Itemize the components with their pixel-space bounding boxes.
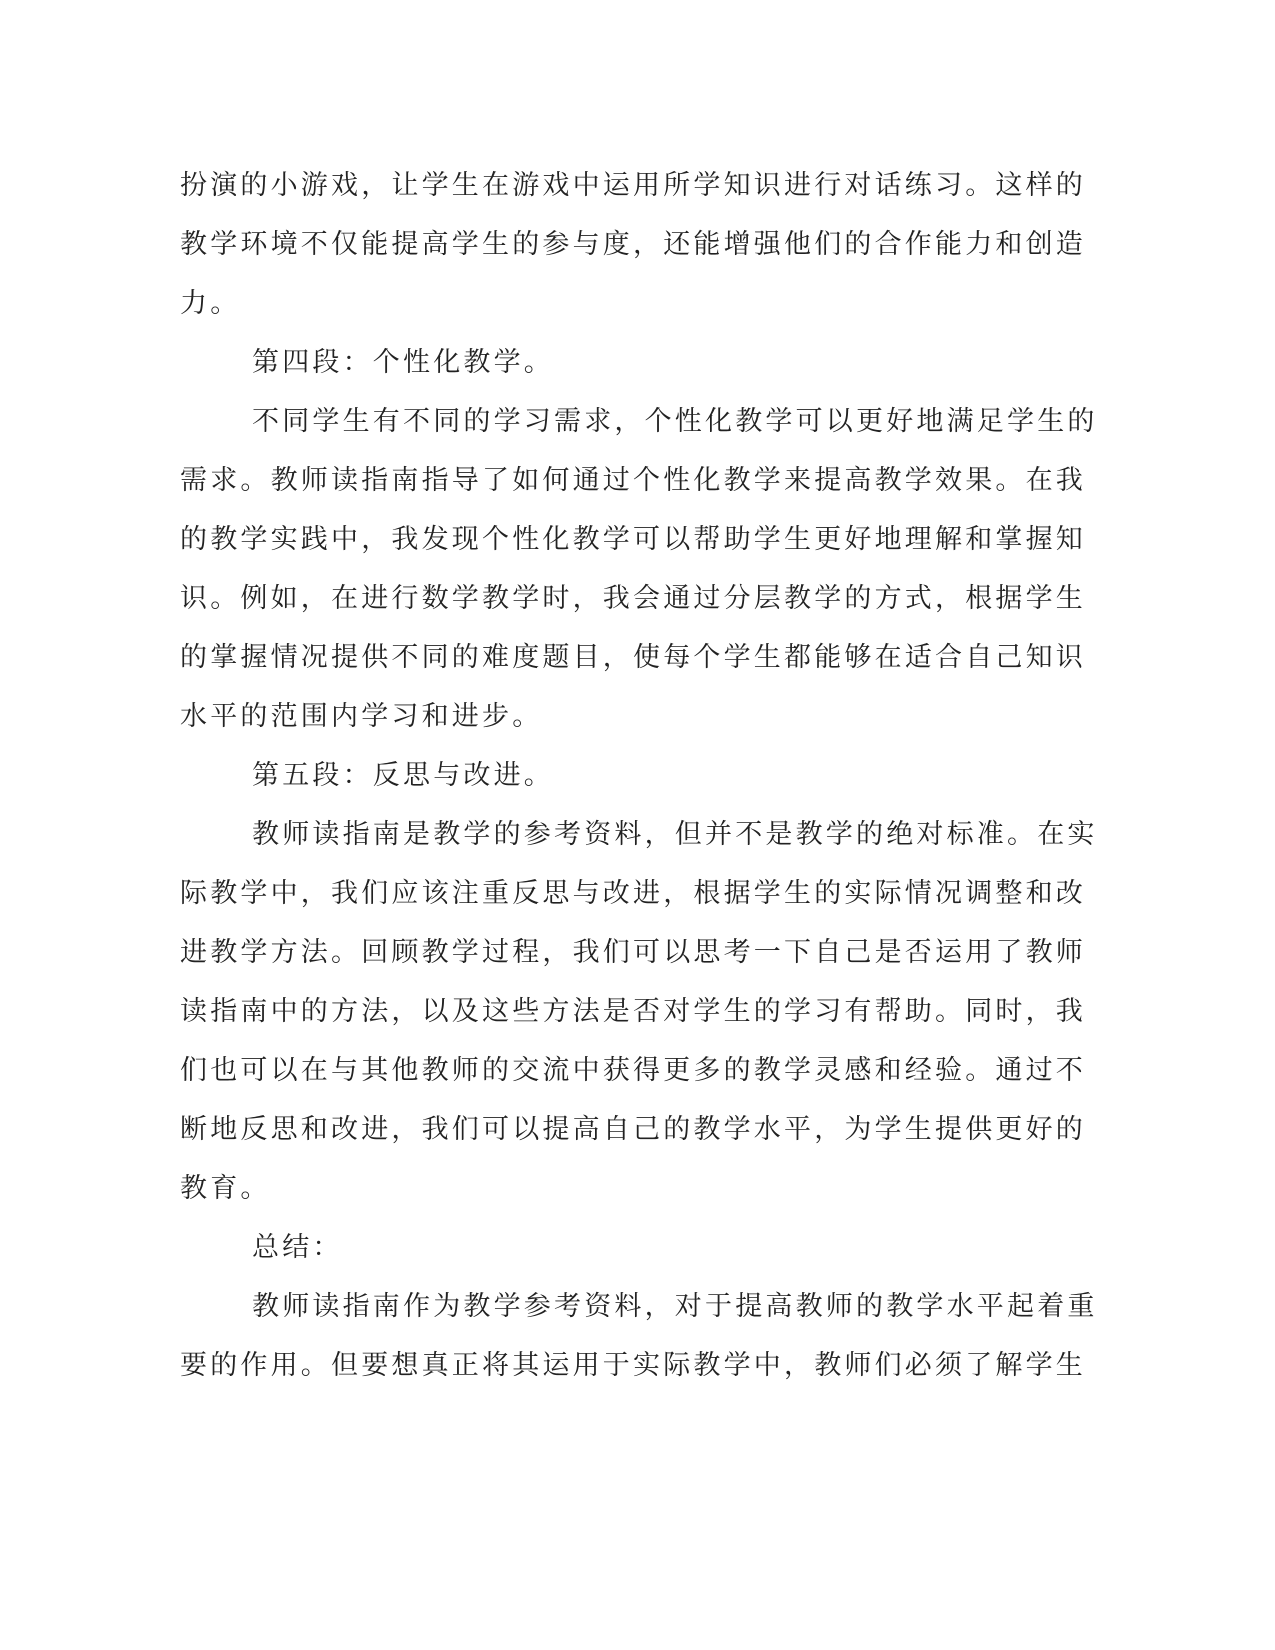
document-body [180, 156, 1098, 1395]
section-heading: 第五段：反思与改进。 [252, 760, 554, 791]
text-line: 需求。教师读指南指导了如何通过个性化教学来提高教学效果。在我 [180, 465, 1086, 496]
text-line: 断地反思和改进，我们可以提高自己的教学水平，为学生提供更好的 [180, 1114, 1086, 1145]
text-line: 水平的范围内学习和进步。 [180, 701, 543, 732]
text-line: 不同学生有不同的学习需求，个性化教学可以更好地满足学生的 [252, 406, 1098, 437]
text-line: 们也可以在与其他教师的交流中获得更多的教学灵感和经验。通过不 [180, 1055, 1086, 1086]
section-heading: 第四段：个性化教学。 [252, 347, 554, 378]
text-line: 力。 [180, 288, 241, 319]
text-line: 教学环境不仅能提高学生的参与度，还能增强他们的合作能力和创造 [180, 229, 1086, 260]
text-line: 进教学方法。回顾教学过程，我们可以思考一下自己是否运用了教师 [180, 937, 1086, 968]
text-line: 扮演的小游戏，让学生在游戏中运用所学知识进行对话练习。这样的 [180, 170, 1086, 201]
text-line: 识。例如，在进行数学教学时，我会通过分层教学的方式，根据学生 [180, 583, 1086, 614]
text-line: 际教学中，我们应该注重反思与改进，根据学生的实际情况调整和改 [180, 878, 1086, 909]
text-line: 教师读指南作为教学参考资料，对于提高教师的教学水平起着重 [252, 1291, 1098, 1322]
text-line: 的教学实践中，我发现个性化教学可以帮助学生更好地理解和掌握知 [180, 524, 1086, 555]
text-line: 教师读指南是教学的参考资料，但并不是教学的绝对标准。在实 [252, 819, 1098, 850]
text-line: 读指南中的方法，以及这些方法是否对学生的学习有帮助。同时，我 [180, 996, 1086, 1027]
text-line: 教育。 [180, 1173, 271, 1204]
text-line: 的掌握情况提供不同的难度题目，使每个学生都能够在适合自己知识 [180, 642, 1086, 673]
section-heading: 总结： [252, 1232, 343, 1263]
text-line: 要的作用。但要想真正将其运用于实际教学中，教师们必须了解学生 [180, 1350, 1086, 1381]
